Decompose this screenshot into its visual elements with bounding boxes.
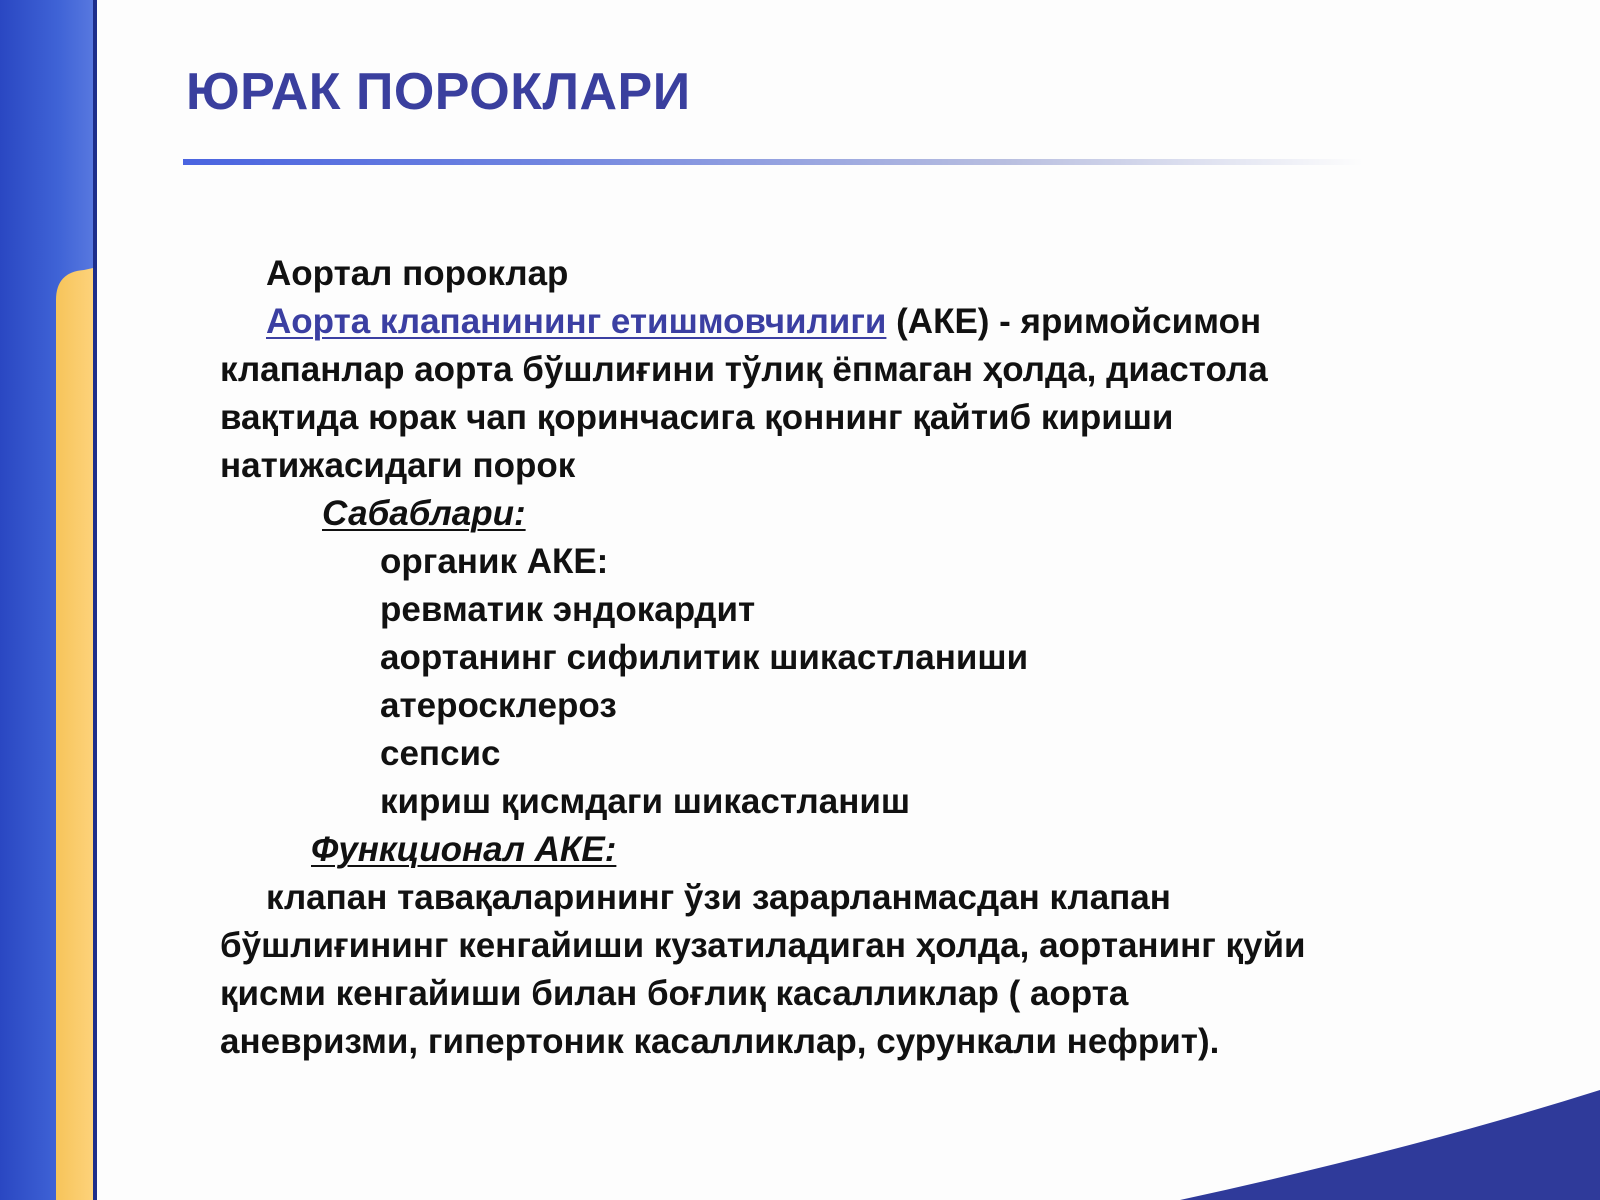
functional-line-1: клапан тавақаларининг ўзи зарарланмасдан клапан xyxy=(266,878,1171,917)
page-title: ЮРАК ПОРОКЛАРИ xyxy=(186,63,691,121)
definition-line-1-rest: (АКЕ) - яримойсимон xyxy=(886,302,1262,341)
list-item-cause-5: кириш қисмдаги шикастланиш xyxy=(380,782,911,821)
functional-heading: Функционал АКЕ: xyxy=(311,830,617,869)
functional-line-2: бўшлиғининг кенгайиши кузатиладиган ҳолда, аортанинг қуйи xyxy=(220,926,1306,965)
functional-line-3: қисми кенгайиши билан боғлиқ касалликлар ( аорта xyxy=(220,974,1129,1013)
list-item-cause-2: аортанинг сифилитик шикастланиши xyxy=(380,638,1029,677)
definition-line-2: клапанлар аорта бўшлиғини тўлиқ ёпмаган ҳолда, диастола xyxy=(220,350,1268,389)
list-item-cause-3: атеросклероз xyxy=(380,686,617,725)
subheading: Аортал пороклар xyxy=(266,254,569,293)
definition-line-3: вақтида юрак чап қоринчасига қоннинг қайтиб кириши xyxy=(220,398,1174,437)
functional-line-4: аневризми, гипертоник касалликлар, сурункали нефрит). xyxy=(220,1022,1220,1061)
causes-heading: Сабаблари: xyxy=(322,494,526,533)
term-link[interactable]: Аорта клапанининг етишмовчилиги xyxy=(266,302,887,341)
definition-line-1 xyxy=(266,302,1261,342)
definition-line-4: натижасидаги порок xyxy=(220,446,576,485)
list-item-cause-4: сепсис xyxy=(380,734,501,773)
organic-label: органик АКЕ: xyxy=(380,542,609,581)
list-item-cause-1: ревматик эндокардит xyxy=(380,590,756,629)
